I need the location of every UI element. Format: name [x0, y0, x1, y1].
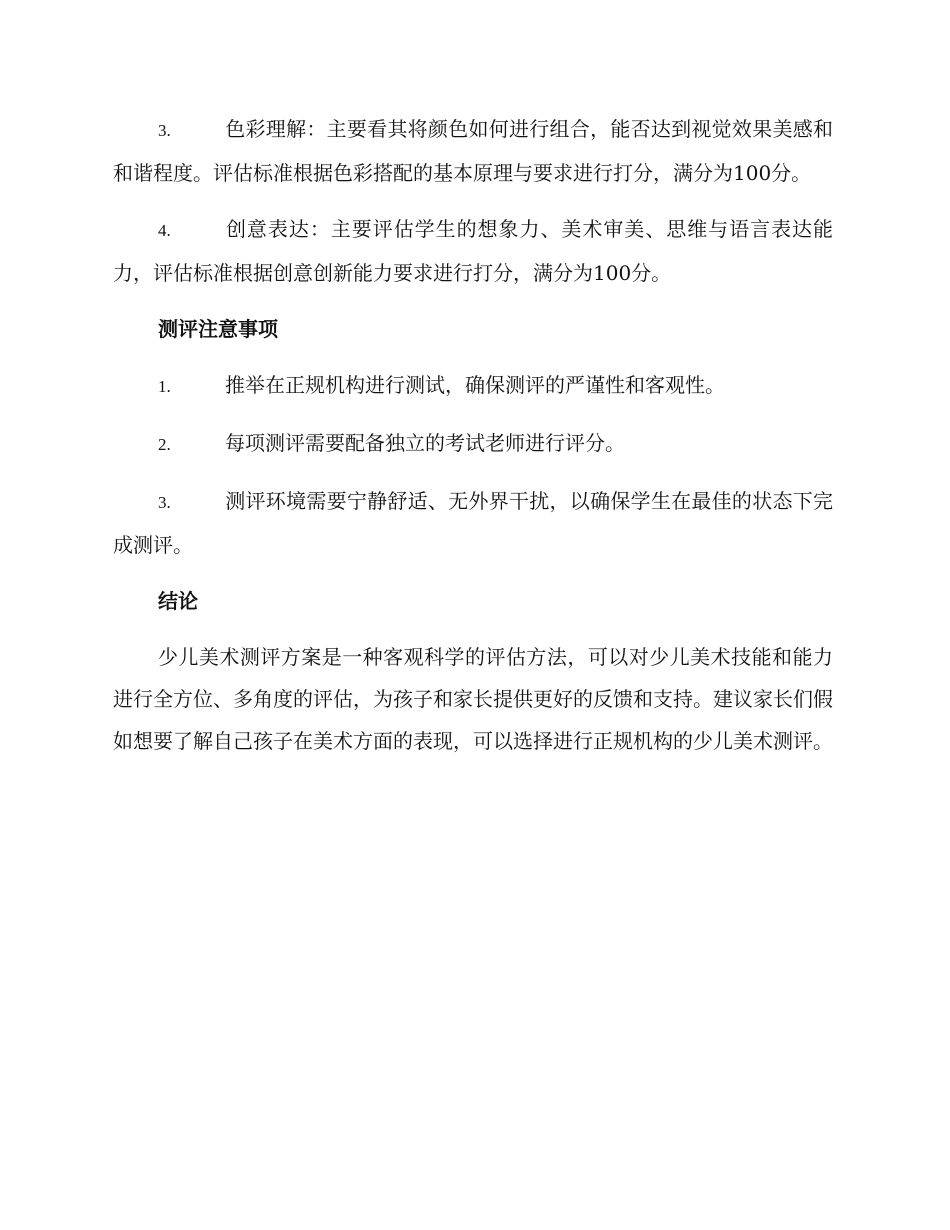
list-number: 3. [158, 493, 171, 512]
conclusion-paragraph: 少儿美术测评方案是一种客观科学的评估方法，可以对少儿美术技能和能力进行全方位、多角度的评估，为孩子和家长提供更好的反馈和支持。建议家长们假如想要了解自己孩子在美术方面的表现，可以选择进行正规机构的少儿美术测评。 [113, 645, 833, 753]
list-number: 1. [158, 377, 171, 396]
list-number: 2. [158, 435, 171, 454]
list-text: 创意表达：主要评估学生的想象力、美术审美、思维与语言表达能力，评估标准根据创意创新能力要求进行打分，满分为100分。 [113, 217, 833, 285]
notes-heading: 测评注意事项 [158, 317, 278, 341]
criteria-item-3 [113, 108, 833, 194]
list-text: 测评环境需要宁静舒适、无外界干扰，以确保学生在最佳的状态下完成测评。 [113, 489, 833, 557]
document-content [113, 108, 833, 762]
list-number: 3. [158, 121, 171, 140]
note-item-1 [113, 364, 833, 408]
note-item-3 [113, 480, 833, 566]
list-text: 每项测评需要配备独立的考试老师进行评分。 [225, 431, 625, 455]
criteria-item-4 [113, 208, 833, 294]
list-text: 推举在正规机构进行测试，确保测评的严谨性和客观性。 [225, 373, 725, 397]
list-number: 4. [158, 221, 171, 240]
list-text: 色彩理解：主要看其将颜色如何进行组合，能否达到视觉效果美感和和谐程度。评估标准根据色彩搭配的基本原理与要求进行打分，满分为100分。 [113, 117, 833, 185]
note-item-2 [113, 422, 833, 466]
conclusion-heading: 结论 [158, 589, 198, 613]
